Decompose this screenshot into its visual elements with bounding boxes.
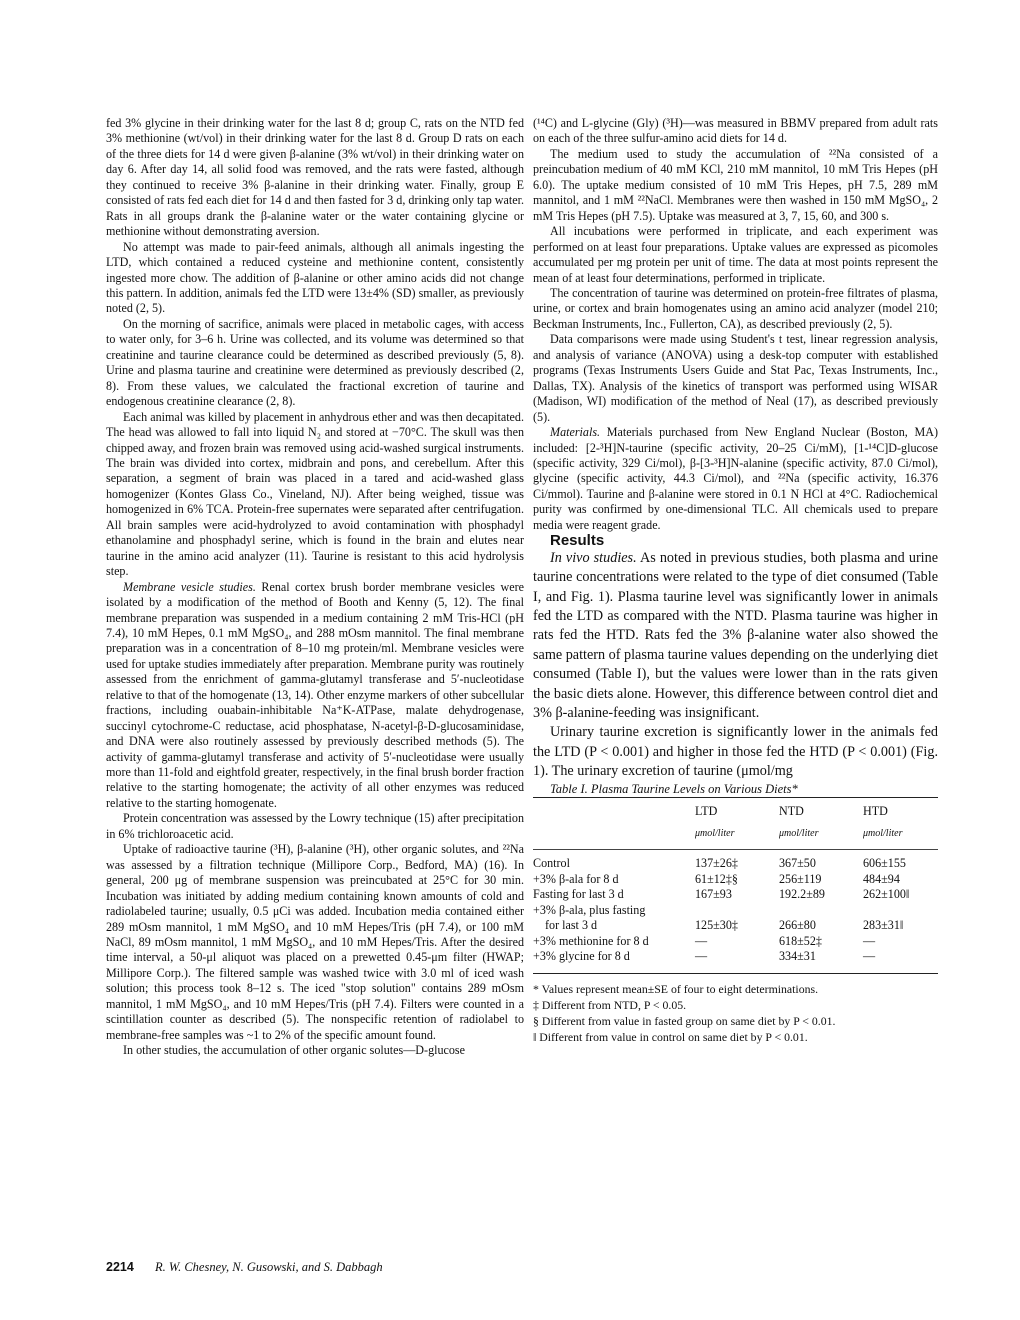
table-row <box>533 918 938 934</box>
table-cell: — <box>863 949 876 964</box>
section-heading-membrane: Membrane vesicle studies. <box>123 579 256 594</box>
footnote: § Different from value in fasted group on same diet by P < 0.01. <box>533 1013 836 1028</box>
footnote: ‖ Different from value in control on same diet by P < 0.01. <box>533 1029 808 1044</box>
table-cell: 606±155 <box>863 856 906 871</box>
running-authors: R. W. Chesney, N. Gusowski, and S. Dabbagh <box>154 1260 383 1274</box>
table-cell: Control <box>533 856 570 871</box>
table-row <box>533 887 938 903</box>
table-cell: 283±31‖ <box>863 918 904 933</box>
table-cell: 484±94 <box>863 871 900 886</box>
page-number: 2214 <box>106 1260 134 1274</box>
table-cell <box>863 903 938 919</box>
page-footer <box>106 1260 383 1275</box>
paragraph: The concentration of taurine was determined on protein-free filtrates of plasma, urine, or cortex and brain homogenates using an amino acid analyzer (model 210; Beckman Instruments, Inc., Fullerton, CA), as described previously (2, 5). <box>533 285 938 331</box>
paragraph: On the morning of sacrifice, animals were placed in metabolic cages, with access to water only, for 3–6 h. Urine was collected, and its volume was determined so that creatinine and taurine clearance could be determined as described previously (5, 8). Urine and plasma taurine and creatinine were determined as previously described (2, 8). From these values, we calculated the fractional excretion of taurine and endogenous creatinine clearance (2, 8). <box>106 316 524 409</box>
table-cell: Fasting for last 3 d <box>533 887 624 902</box>
paragraph-text: Renal cortex brush border membrane vesicles were isolated by a modification of the method of Booth and Kenny (5, 12). The final membrane preparation was suspended in a medium containing 2 mM Tris-HCl (pH 7.4), 10 mM Hepes, 0.1 mM MgSO₄, and 288 mOsm mannitol. The final membrane preparation was in a concentration of 8–10 mg protein/ml. Membrane vesicles were used for uptake studies immediately after preparation. Membrane purity was routinely assessed from the enrichment of gamma-glutamyl transferase and 5′-nucleotidase relative to that of the homogenate (13, 14). Other enzyme markers of other subcellular fractions, including ouabain-inhibitable Na⁺K-ATPase, malate dehydrogenase, succinyl cytochrome-C reductase, acid phosphatase, N-acetyl-β-D-glucosaminidase, and DNA were also routinely assessed by previously described methods (5). The activity of gamma-glutamyl transferase and activity of 5′-nucleotidase were usually more than 11-fold and eightfold greater, respectively, in the final brush border fraction relative to the starting homogenate; the activity of all other enzymes was reduced relative to the starting homogenate. <box>106 579 525 810</box>
table-cell: +3% methionine for 8 d <box>533 933 649 948</box>
table-cell: for last 3 d <box>545 918 598 933</box>
table-row <box>533 850 938 872</box>
table-cell: 61±12‡§ <box>695 871 738 886</box>
table-cell: +3% β-ala for 8 d <box>533 871 619 886</box>
paragraph: Protein concentration was assessed by the Lowry technique (15) after precipitation in 6% trichloroacetic acid. <box>106 811 524 841</box>
table-footnotes <box>533 982 938 1045</box>
table-cell: 367±50 <box>779 856 816 871</box>
paragraph-text: As noted in previous studies, both plasma and urine taurine concentrations were related to the type of diet consumed (Table I, and Fig. 1). Plasma taurine level was significantly lower in animals fed the LTD as compared with the NTD. Plasma taurine was higher in rats fed the HTD. Rats fed the 3% β-alanine water also showed the same pattern of plasma taurine values depending on the underlying diet consumed (Table I), but the values were lower than in the rats given the basic diets alone. However, this difference between control diet and 3% β-alanine-feeding was insignificant. <box>533 549 939 721</box>
table-cell: — <box>695 933 708 948</box>
left-column <box>106 116 524 1059</box>
table-row <box>533 934 938 950</box>
table-cell: +3% glycine for 8 d <box>533 949 630 964</box>
paragraph: Urinary taurine excretion is significantly lower in the animals fed the LTD (P < 0.001) and higher in those fed the HTD (P < 0.001) (Fig. 1). The urinary excretion of taurine (μmol/mg <box>533 724 938 780</box>
results-heading: Results <box>550 532 605 550</box>
results-section <box>533 549 938 782</box>
right-column <box>533 116 938 1046</box>
table-unit: μmol/liter <box>779 827 819 839</box>
table-cell: 262±100‖ <box>863 887 910 902</box>
table-header: NTD <box>779 804 804 819</box>
paragraph: Data comparisons were made using Student's t test, linear regression analysis, and analysis of variance (ANOVA) using a desk-top computer with established programs (Texas Instruments Users Guide and Stat Pac, Texas Instruments, Inc., Dallas, TX). Analysis of the kinetics of transport was performed using WISAR (Madison, WI) modification of the method of Neal (17), as described previously (5). <box>533 332 938 424</box>
paragraph: Each animal was killed by placement in anhydrous ether and was then decapitated. The head was allowed to fall into liquid N₂ and stored at −70°C. The skull was then chipped away, and frozen brain was removed using acid-washed surgical instruments. The brain was divided into cortex, midbrain and pons, and cerebellum. After this separation, a segment of brain was placed in a tared and acid-washed glass homogenizer (Kontes Glass Co., Vineland, NJ). After being weighed, tissue was homogenized in 6% TCA. Protein-free supernates were separated after centrifugation. All brain samples were acid-hydrolyzed to avoid contamination with phosphadyl ethanolamine and phosphadyl serine, which is found in the brain and elutes near taurine in the amino acid analyzer (11). Taurine is resistant to this acid hydrolysis step. <box>106 409 524 579</box>
table-cell: +3% β-ala, plus fasting <box>533 902 646 917</box>
section-heading-in-vivo: In vivo studies. <box>550 549 637 566</box>
paragraph: No attempt was made to pair-feed animals, although all animals ingesting the LTD, which contained a reduced cysteine and methionine content, consistently ingested more chow. The addition of β-alanine or other amino acids did not change this pattern. In addition, animals fed the LTD were 13±4% (SD) smaller, as previously noted (2, 5). <box>106 239 524 316</box>
paragraph: In other studies, the accumulation of other organic solutes—D-glucose <box>123 1043 466 1058</box>
table-cell: 125±30‡ <box>695 918 738 933</box>
table-cell: 266±80 <box>779 918 816 933</box>
section-heading-materials: Materials. <box>550 425 601 440</box>
paragraph <box>533 425 938 533</box>
table-cell: 167±93 <box>695 887 732 902</box>
table-unit: μmol/liter <box>695 827 735 839</box>
table-cell: — <box>695 949 708 964</box>
table-row <box>533 872 938 888</box>
paragraph: fed 3% glycine in their drinking water for the last 8 d; group C, rats on the NTD fed 3% methionine (wt/vol) in their drinking water for the last 8 d. Group D rats on each of the three diets for 14 d were given β-alanine (3% wt/vol) in their drinking water on day 6. After day 14, all solid food was removed, and the rats were fasted, although they continued to receive 3% β-alanine in their drinking water. Finally, group E consisted of rats fed each diet for 14 d and then fasted for 3 d, drinking only tap water. Rats in all groups drank the β-alanine water or the water containing glycine or methionine without demonstrating aversion. <box>106 116 524 239</box>
footnote: * Values represent mean±SE of four to eight determinations. <box>533 981 819 996</box>
table-cell <box>779 903 863 919</box>
table-unit <box>533 822 695 850</box>
table-cell: 256±119 <box>779 871 822 886</box>
paragraph: All incubations were performed in triplicate, and each experiment was performed on at least four preparations. Uptake values are expressed as picomoles accumulated per mg protein per unit of time. The data at most points represent the mean of at least four determinations, performed in triplicate. <box>533 224 938 285</box>
table-caption: Table I. Plasma Taurine Levels on Various Diets* <box>550 781 798 796</box>
paragraph-text: Materials purchased from New England Nuclear (Boston, MA) included: [2-³H]N-taurine (specific activity, 20–25 Ci/mM), [1-¹⁴C]D-glucose (specific activity, 329 Ci/mol), β-[3-³H]N-alanine (specific activity, 87.0 Ci/mol), glycine (specific activity, 44.3 Ci/mol), and ²²Na (specific activity, 16.376 Ci/mmol). Taurine and β-alanine were stored in 0.1 N HCl at 4°C. Radiochemical purity was confirmed by one-dimensional TLC. All chemicals used to prepare media were reagent grade. <box>533 425 938 532</box>
table-row <box>533 949 938 973</box>
footnote: ‡ Different from NTD, P < 0.05. <box>533 997 687 1012</box>
table-header: HTD <box>863 804 888 819</box>
table-header: LTD <box>695 804 718 819</box>
table-header <box>533 798 695 822</box>
paragraph: Uptake of radioactive taurine (³H), β-alanine (³H), other organic solutes, and ²²Na was assessed by a filtration technique (Millipore Corp., Bedford, MA) (16). In general, 200 μg of membrane suspension was preincubated at 25°C for 30 min. Incubation was initiated by adding medium containing known amounts of cold and radiolabeled taurine; usually, 0.5 μCi was added. Incubation media contained either 289 mOsm mannitol, 1 mM MgSO₄ and 10 mM Hepes/Tris (pH 7.4), or 100 mM NaCl, 89 mOsm mannitol, 1 mM MgSO₄, and 10 mM Hepes/Tris. After the desired time interval, a 50-μl aliquot was placed on a prewetted 0.45-μm filter (HWAP; Millipore Corp.). The filtered sample was washed twice with 3.0 ml of iced wash solution; this process took 8–12 s. The iced "stop solution" contains 289 mOsm mannitol, 1 mM MgSO₄, and 10 mM Hepes/Tris (pH 7.4). Filters were counted in a scintillation counter as described (5). The nonspecific retention of radiolabel to membrane-free samples was ~1 to 2% of the specific amount found. <box>106 842 524 1042</box>
table-cell: 192.2±89 <box>779 887 825 902</box>
table-cell <box>695 903 779 919</box>
table-cell: 137±26‡ <box>695 856 738 871</box>
taurine-table <box>533 797 938 974</box>
table-cell: 618±52‡ <box>779 933 822 948</box>
table-unit: μmol/liter <box>863 827 903 839</box>
paragraph: (¹⁴C) and L-glycine (Gly) (³H)—was measured in BBMV prepared from adult rats on each of the three sulfur-amino acid diets for 14 d. <box>533 116 938 146</box>
table-cell: — <box>863 933 876 948</box>
paragraph: The medium used to study the accumulation of ²²Na consisted of a preincubation medium of 40 mM KCl, 210 mM mannitol, 10 mM Tris Hepes (pH 6.0). The uptake medium consisted of 10 mM Tris Hepes, pH 7.5, 289 mM mannitol, and 1 mM ²²NaCl. Membranes were then washed in 150 mM MgSO₄, 2 mM Tris Hepes (pH 7.5). Uptake was measured at 3, 7, 15, 60, and 300 s. <box>533 146 938 223</box>
paragraph <box>106 580 524 812</box>
table-row <box>533 903 938 919</box>
table-cell: 334±31 <box>779 949 816 964</box>
paragraph <box>533 549 938 724</box>
